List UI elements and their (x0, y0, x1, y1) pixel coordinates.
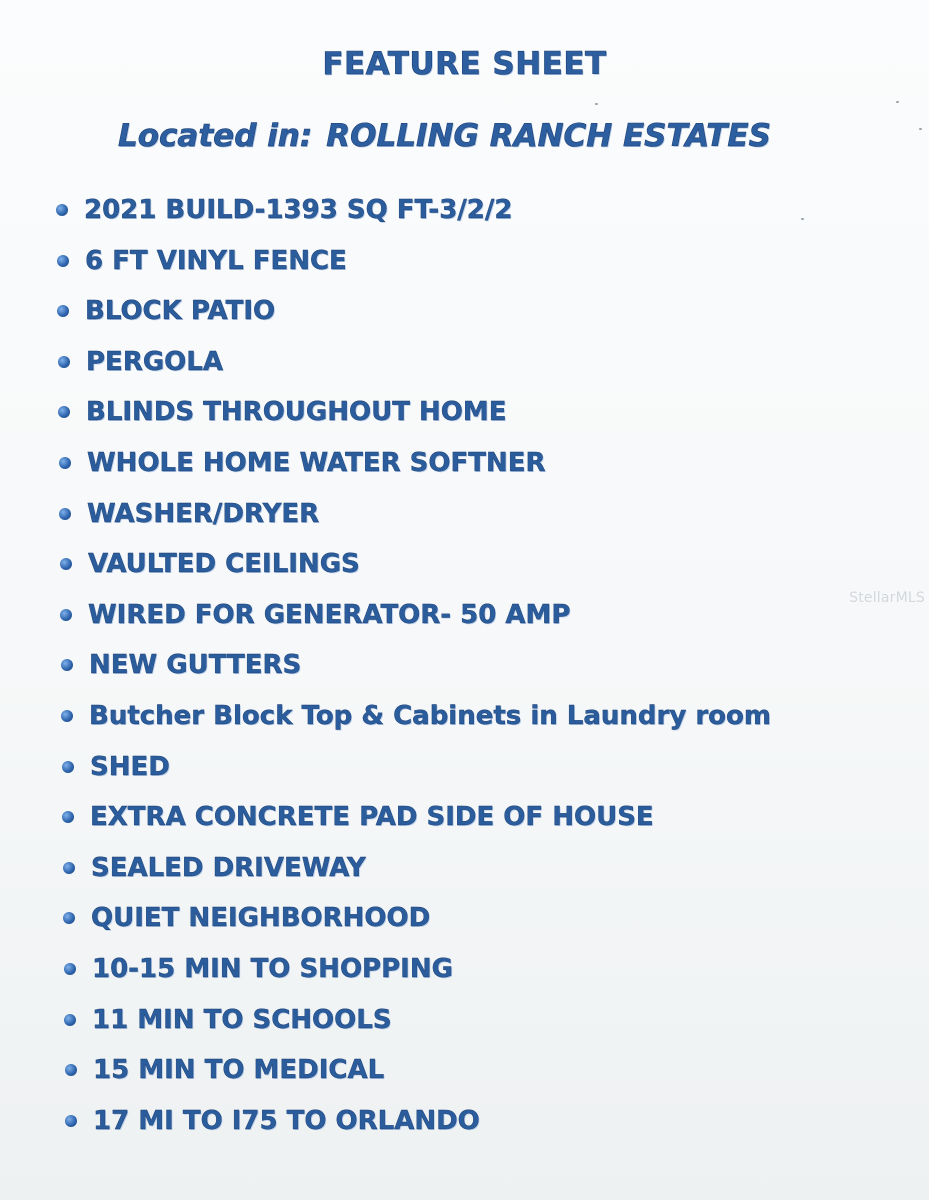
feature-item (56, 947, 906, 998)
bullet-icon (62, 761, 74, 773)
speck (919, 128, 922, 130)
feature-item (56, 289, 906, 340)
feature-text: 15 MIN TO MEDICAL (93, 1055, 385, 1086)
feature-text: WHOLE HOME WATER SOFTNER (87, 447, 546, 478)
feature-text: QUIET NEIGHBORHOOD (91, 903, 431, 934)
bullet-icon (58, 406, 70, 418)
location-prefix: Located in: (118, 118, 313, 154)
feature-item (56, 492, 906, 543)
location-name: ROLLING RANCH ESTATES (326, 118, 771, 154)
bullet-icon (61, 659, 73, 671)
bullet-icon (62, 811, 74, 823)
location-line (118, 118, 771, 154)
bullet-icon (56, 204, 68, 216)
bullet-icon (57, 255, 69, 267)
feature-item (56, 896, 906, 947)
feature-text: WIRED FOR GENERATOR- 50 AMP (88, 599, 571, 630)
watermark: StellarMLS (849, 590, 925, 606)
bullet-icon (64, 1014, 76, 1026)
feature-item (56, 340, 906, 391)
feature-text: WASHER/DRYER (87, 498, 320, 529)
feature-item (56, 188, 906, 239)
feature-text: BLOCK PATIO (85, 296, 276, 327)
feature-text: 2021 BUILD-1393 SQ FT-3/2/2 (84, 195, 513, 225)
bullet-icon (60, 558, 72, 570)
feature-text: EXTRA CONCRETE PAD SIDE OF HOUSE (90, 802, 654, 833)
bullet-icon (63, 912, 75, 924)
feature-text: Butcher Block Top & Cabinets in Laundry room (89, 700, 771, 731)
feature-text: 11 MIN TO SCHOOLS (92, 1004, 392, 1035)
bullet-icon (58, 356, 70, 368)
bullet-icon (65, 1064, 77, 1076)
feature-text: 10-15 MIN TO SHOPPING (92, 953, 453, 984)
bullet-icon (64, 963, 76, 975)
feature-item (56, 1048, 906, 1099)
feature-list (56, 188, 906, 1149)
feature-text: SHED (90, 751, 170, 782)
bullet-icon (57, 305, 69, 317)
feature-item (56, 1099, 906, 1150)
speck (896, 101, 899, 103)
feature-item (56, 542, 906, 593)
bullet-icon (59, 457, 71, 469)
feature-text: VAULTED CEILINGS (88, 549, 360, 580)
feature-item (56, 643, 906, 694)
feature-item (56, 998, 906, 1049)
feature-item (56, 745, 906, 796)
feature-text: SEALED DRIVEWAY (91, 852, 366, 883)
feature-item (56, 239, 906, 290)
feature-item (56, 441, 906, 492)
feature-item (56, 593, 906, 644)
feature-text: 6 FT VINYL FENCE (85, 245, 347, 276)
bullet-icon (59, 508, 71, 520)
sheet-title: FEATURE SHEET (322, 46, 607, 82)
feature-text: PERGOLA (86, 346, 223, 377)
speck (801, 218, 804, 220)
feature-text: BLINDS THROUGHOUT HOME (86, 397, 507, 428)
bullet-icon (65, 1115, 77, 1127)
feature-item (56, 846, 906, 897)
feature-item (56, 390, 906, 441)
bullet-icon (63, 862, 75, 874)
feature-item (56, 795, 906, 846)
bullet-icon (60, 609, 72, 621)
feature-item (56, 694, 906, 745)
feature-text: 17 MI TO I75 TO ORLANDO (93, 1105, 480, 1136)
speck (595, 103, 598, 105)
bullet-icon (61, 710, 73, 722)
feature-text: NEW GUTTERS (89, 650, 302, 681)
